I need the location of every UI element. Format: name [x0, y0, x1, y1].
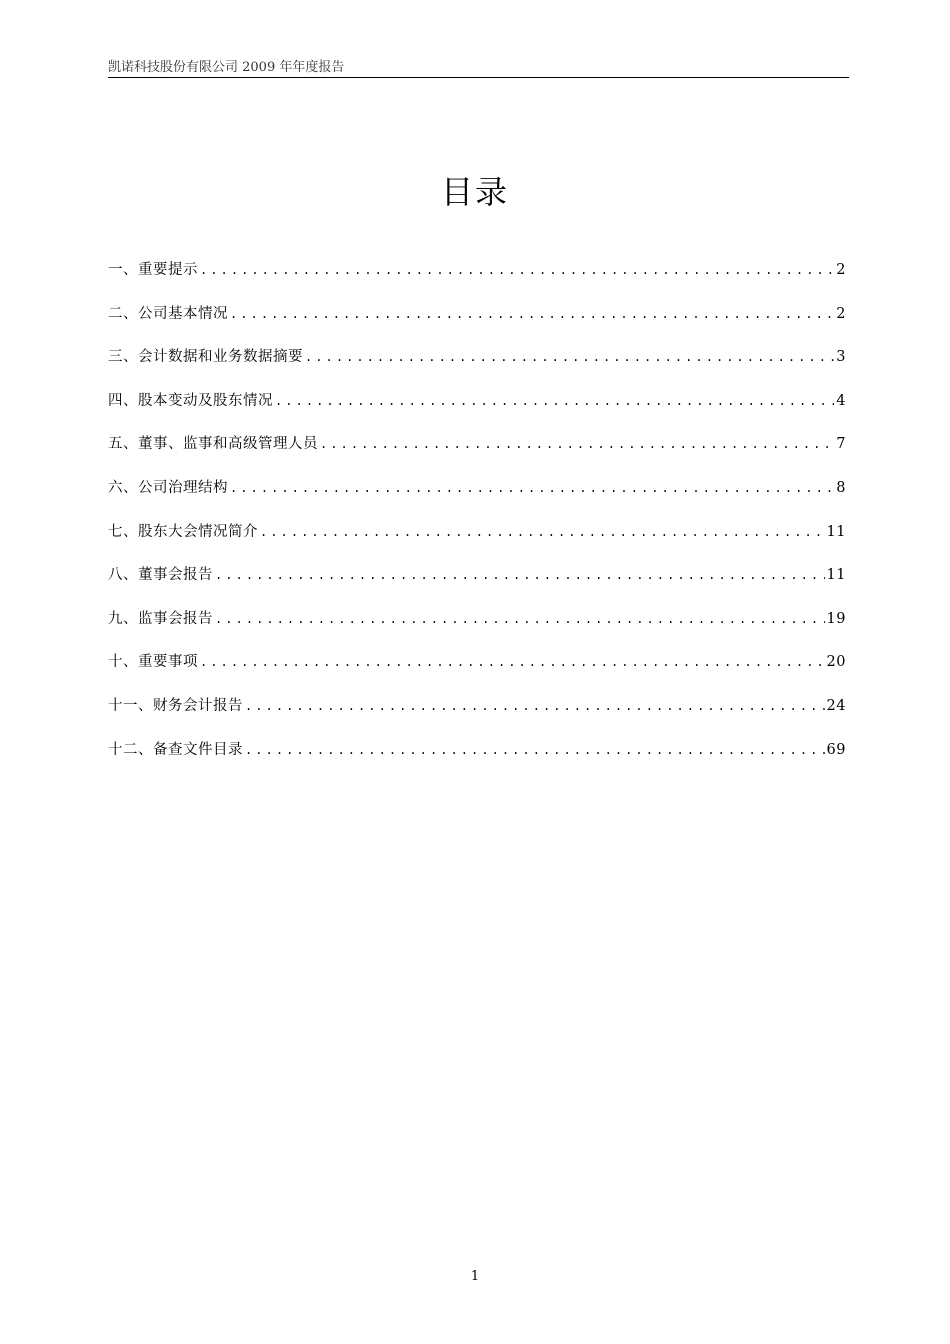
toc-item-company-profile[interactable]	[108, 303, 846, 347]
toc-item-page: 11	[826, 567, 846, 584]
toc-item-label: 八、董事会报告	[108, 567, 213, 584]
toc-dot-leader	[200, 259, 834, 281]
toc-dot-leader	[320, 433, 834, 455]
toc-item-shareholders-meeting[interactable]	[108, 521, 846, 565]
toc-item-data-summary[interactable]	[108, 346, 846, 390]
toc-item-label: 五、董事、监事和高级管理人员	[108, 436, 318, 453]
toc-item-label: 七、股东大会情况简介	[108, 523, 258, 540]
toc-item-directors[interactable]	[108, 433, 846, 477]
toc-item-page: 24	[826, 697, 846, 714]
toc-dot-leader	[305, 346, 834, 368]
toc-item-page: 4	[836, 392, 846, 409]
toc-item-board-report[interactable]	[108, 564, 846, 608]
toc-item-label: 九、监事会报告	[108, 610, 213, 627]
toc-dot-leader	[260, 521, 825, 543]
toc-dot-leader	[245, 695, 825, 717]
toc-item-page: 8	[836, 479, 846, 496]
toc-dot-leader	[230, 477, 834, 499]
toc-item-page: 2	[836, 305, 846, 322]
toc-item-share-changes[interactable]	[108, 390, 846, 434]
toc-list	[108, 259, 846, 782]
header-rule	[108, 77, 849, 78]
toc-item-governance[interactable]	[108, 477, 846, 521]
toc-item-significant-events[interactable]	[108, 651, 846, 695]
toc-dot-leader	[200, 651, 825, 673]
toc-item-label: 六、公司治理结构	[108, 479, 228, 496]
toc-title: 目录	[440, 173, 509, 211]
toc-item-page: 20	[826, 654, 846, 671]
toc-item-reference-documents[interactable]	[108, 739, 846, 783]
toc-item-label: 十、重要事项	[108, 654, 198, 671]
toc-dot-leader	[215, 564, 825, 586]
toc-dot-leader	[215, 608, 825, 630]
toc-dot-leader	[230, 303, 834, 325]
toc-item-financial-report[interactable]	[108, 695, 846, 739]
toc-item-label: 三、会计数据和业务数据摘要	[108, 349, 303, 366]
toc-dot-leader	[275, 390, 834, 412]
toc-item-supervisory-report[interactable]	[108, 608, 846, 652]
toc-item-page: 69	[826, 741, 846, 758]
toc-item-label: 十一、财务会计报告	[108, 697, 243, 714]
toc-item-page: 2	[836, 262, 846, 278]
toc-item-important-notice[interactable]	[108, 259, 846, 303]
toc-item-page: 11	[826, 523, 846, 540]
page-number: 1	[470, 1269, 480, 1284]
toc-item-page: 19	[826, 610, 846, 627]
toc-item-page: 3	[836, 349, 846, 366]
toc-item-label: 十二、备查文件目录	[108, 741, 243, 758]
toc-item-label: 二、公司基本情况	[108, 305, 228, 322]
page-header: 凯诺科技股份有限公司 2009 年年度报告	[108, 60, 345, 75]
toc-item-label: 四、股本变动及股东情况	[108, 392, 273, 409]
toc-item-page: 7	[836, 436, 846, 453]
toc-item-label: 一、重要提示	[108, 262, 198, 278]
toc-dot-leader	[245, 739, 825, 761]
